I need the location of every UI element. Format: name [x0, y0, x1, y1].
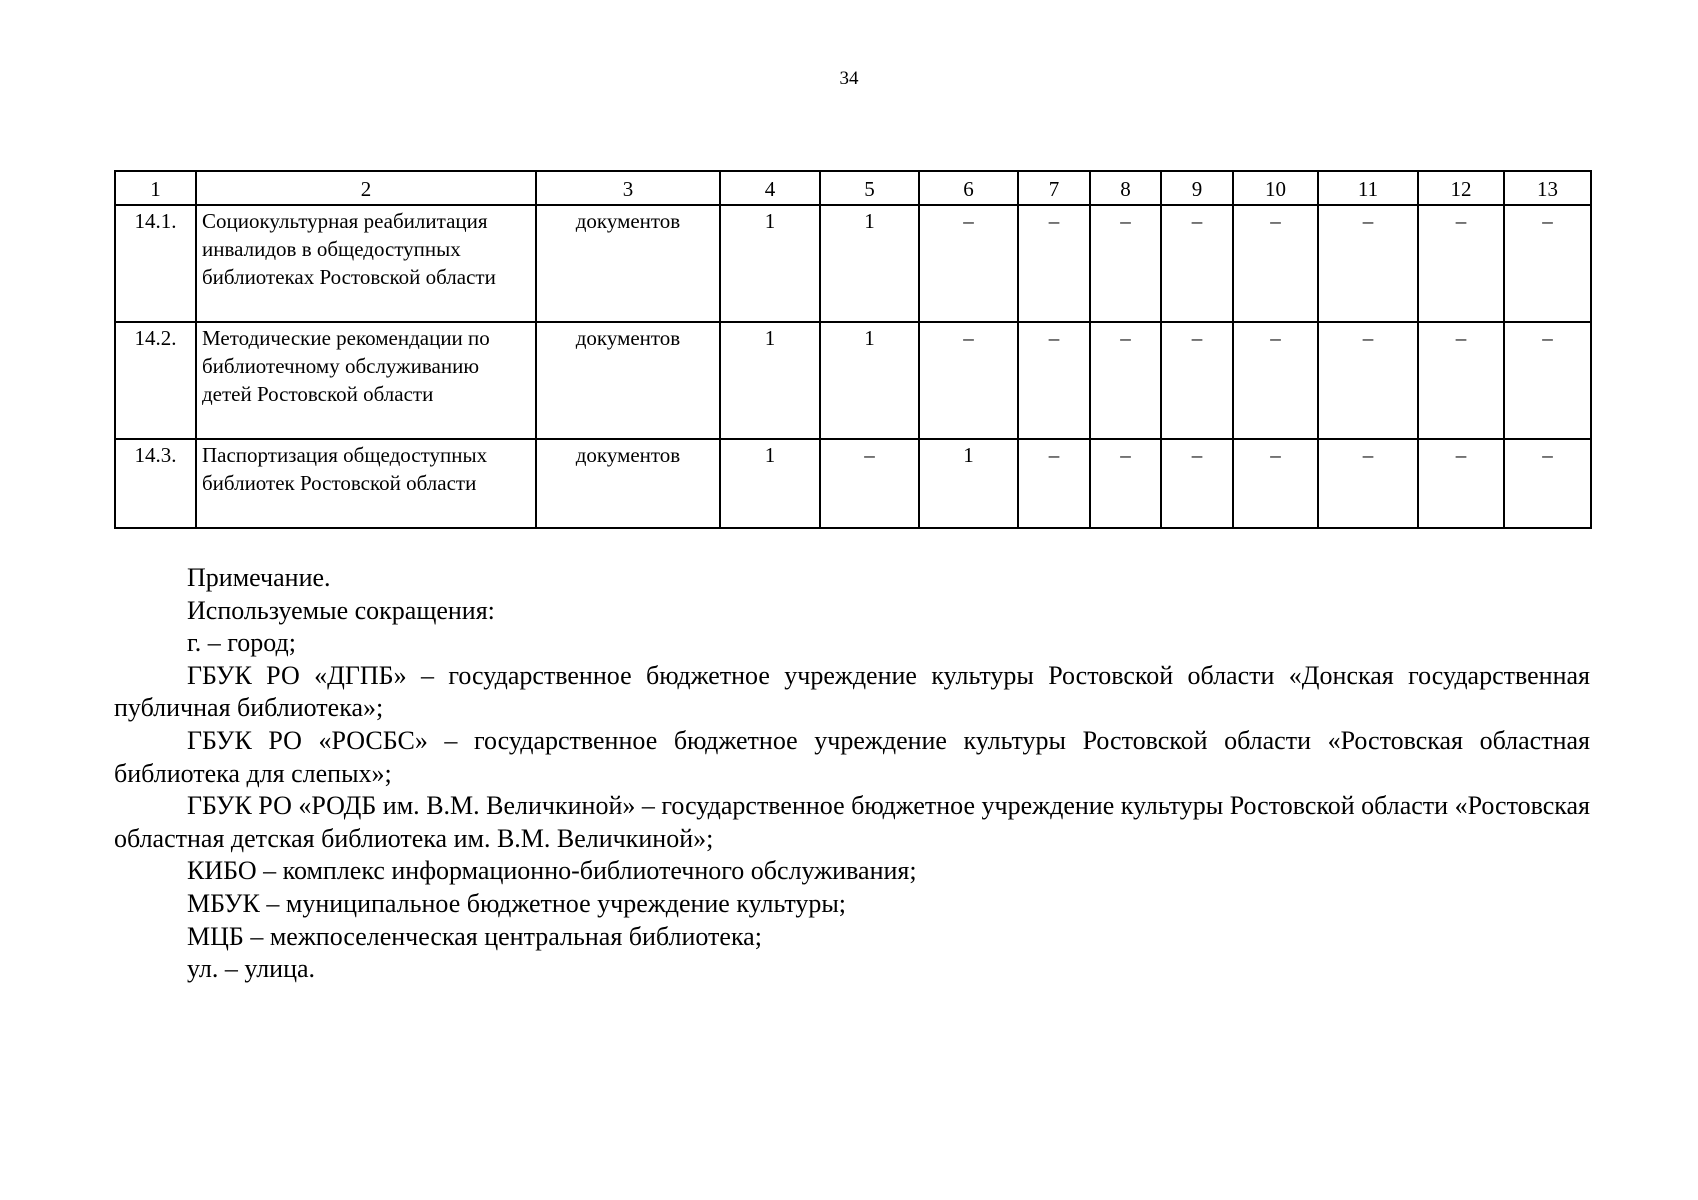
- row-value: –: [1161, 439, 1233, 528]
- table-row: [115, 205, 1591, 322]
- row-value: 1: [720, 205, 820, 322]
- row-value: –: [1161, 205, 1233, 322]
- row-value: 1: [720, 322, 820, 439]
- column-header: 4: [720, 171, 820, 205]
- row-value: –: [1318, 322, 1418, 439]
- row-value: –: [1418, 439, 1504, 528]
- row-unit: документов: [536, 439, 720, 528]
- row-value: –: [1504, 439, 1591, 528]
- column-header: 5: [820, 171, 919, 205]
- column-header: 13: [1504, 171, 1591, 205]
- row-value: –: [1233, 205, 1318, 322]
- row-value: –: [1161, 322, 1233, 439]
- column-header: 12: [1418, 171, 1504, 205]
- column-header: 9: [1161, 171, 1233, 205]
- column-header: 2: [196, 171, 536, 205]
- abbreviation-item: ГБУК РО «РОСБС» – государственное бюджетное учреждение культуры Ростовской области «Ростовская областная библиотека для слепых»;: [114, 725, 1590, 788]
- row-name: Социокультурная реабилитация инвалидов в общедоступных библиотеках Ростовской области: [196, 205, 536, 322]
- row-value: –: [1233, 439, 1318, 528]
- row-unit: документов: [536, 322, 720, 439]
- abbreviation-item: ул. – улица.: [187, 954, 316, 984]
- column-header: 3: [536, 171, 720, 205]
- row-value: –: [919, 205, 1018, 322]
- row-unit: документов: [536, 205, 720, 322]
- notes-title: Примечание.: [187, 563, 331, 592]
- column-header: 1: [115, 171, 196, 205]
- row-value: –: [1018, 439, 1090, 528]
- column-header: 7: [1018, 171, 1090, 205]
- row-value: 1: [919, 439, 1018, 528]
- row-value: –: [1090, 205, 1161, 322]
- row-value: –: [1418, 322, 1504, 439]
- table-row: [115, 322, 1591, 439]
- row-value: –: [1504, 322, 1591, 439]
- row-name: Методические рекомендации по библиотечному обслуживанию детей Ростовской области: [196, 322, 536, 439]
- notes-intro: Используемые сокращения:: [187, 595, 495, 625]
- row-value: –: [1418, 205, 1504, 322]
- column-header: 8: [1090, 171, 1161, 205]
- data-table: [114, 170, 1592, 529]
- row-name: Паспортизация общедоступных библиотек Ростовской области: [196, 439, 536, 528]
- notes-section: [114, 562, 1590, 986]
- row-number: 14.3.: [115, 439, 196, 528]
- row-value: –: [1318, 205, 1418, 322]
- abbreviation-item: ГБУК РО «ДГПБ» – государственное бюджетное учреждение культуры Ростовской области «Донская государственная публичная библиотека»;: [114, 660, 1590, 723]
- page-number: 34: [839, 68, 859, 89]
- row-value: –: [1018, 205, 1090, 322]
- row-value: –: [1090, 322, 1161, 439]
- row-value: –: [1233, 322, 1318, 439]
- row-value: –: [820, 439, 919, 528]
- row-value: –: [1318, 439, 1418, 528]
- row-value: –: [1504, 205, 1591, 322]
- row-value: –: [1018, 322, 1090, 439]
- row-value: 1: [820, 205, 919, 322]
- row-number: 14.1.: [115, 205, 196, 322]
- table-header-row: [115, 171, 1591, 205]
- abbreviation-item: МЦБ – межпоселенческая центральная библиотека;: [187, 921, 762, 951]
- row-value: –: [919, 322, 1018, 439]
- table-row: [115, 439, 1591, 528]
- row-value: –: [1090, 439, 1161, 528]
- abbreviation-item: МБУК – муниципальное бюджетное учреждение культуры;: [187, 888, 847, 918]
- abbreviation-item: ГБУК РО «РОДБ им. В.М. Величкиной» – государственное бюджетное учреждение культуры Ростовской области «Ростовская областная детская библиотека им. В.М. Величкиной»;: [114, 791, 1590, 853]
- column-header: 11: [1318, 171, 1418, 205]
- column-header: 10: [1233, 171, 1318, 205]
- abbreviation-item: г. – город;: [187, 628, 296, 658]
- row-value: 1: [720, 439, 820, 528]
- column-header: 6: [919, 171, 1018, 205]
- row-number: 14.2.: [115, 322, 196, 439]
- abbreviation-item: КИБО – комплекс информационно-библиотечного обслуживания;: [187, 856, 917, 886]
- row-value: 1: [820, 322, 919, 439]
